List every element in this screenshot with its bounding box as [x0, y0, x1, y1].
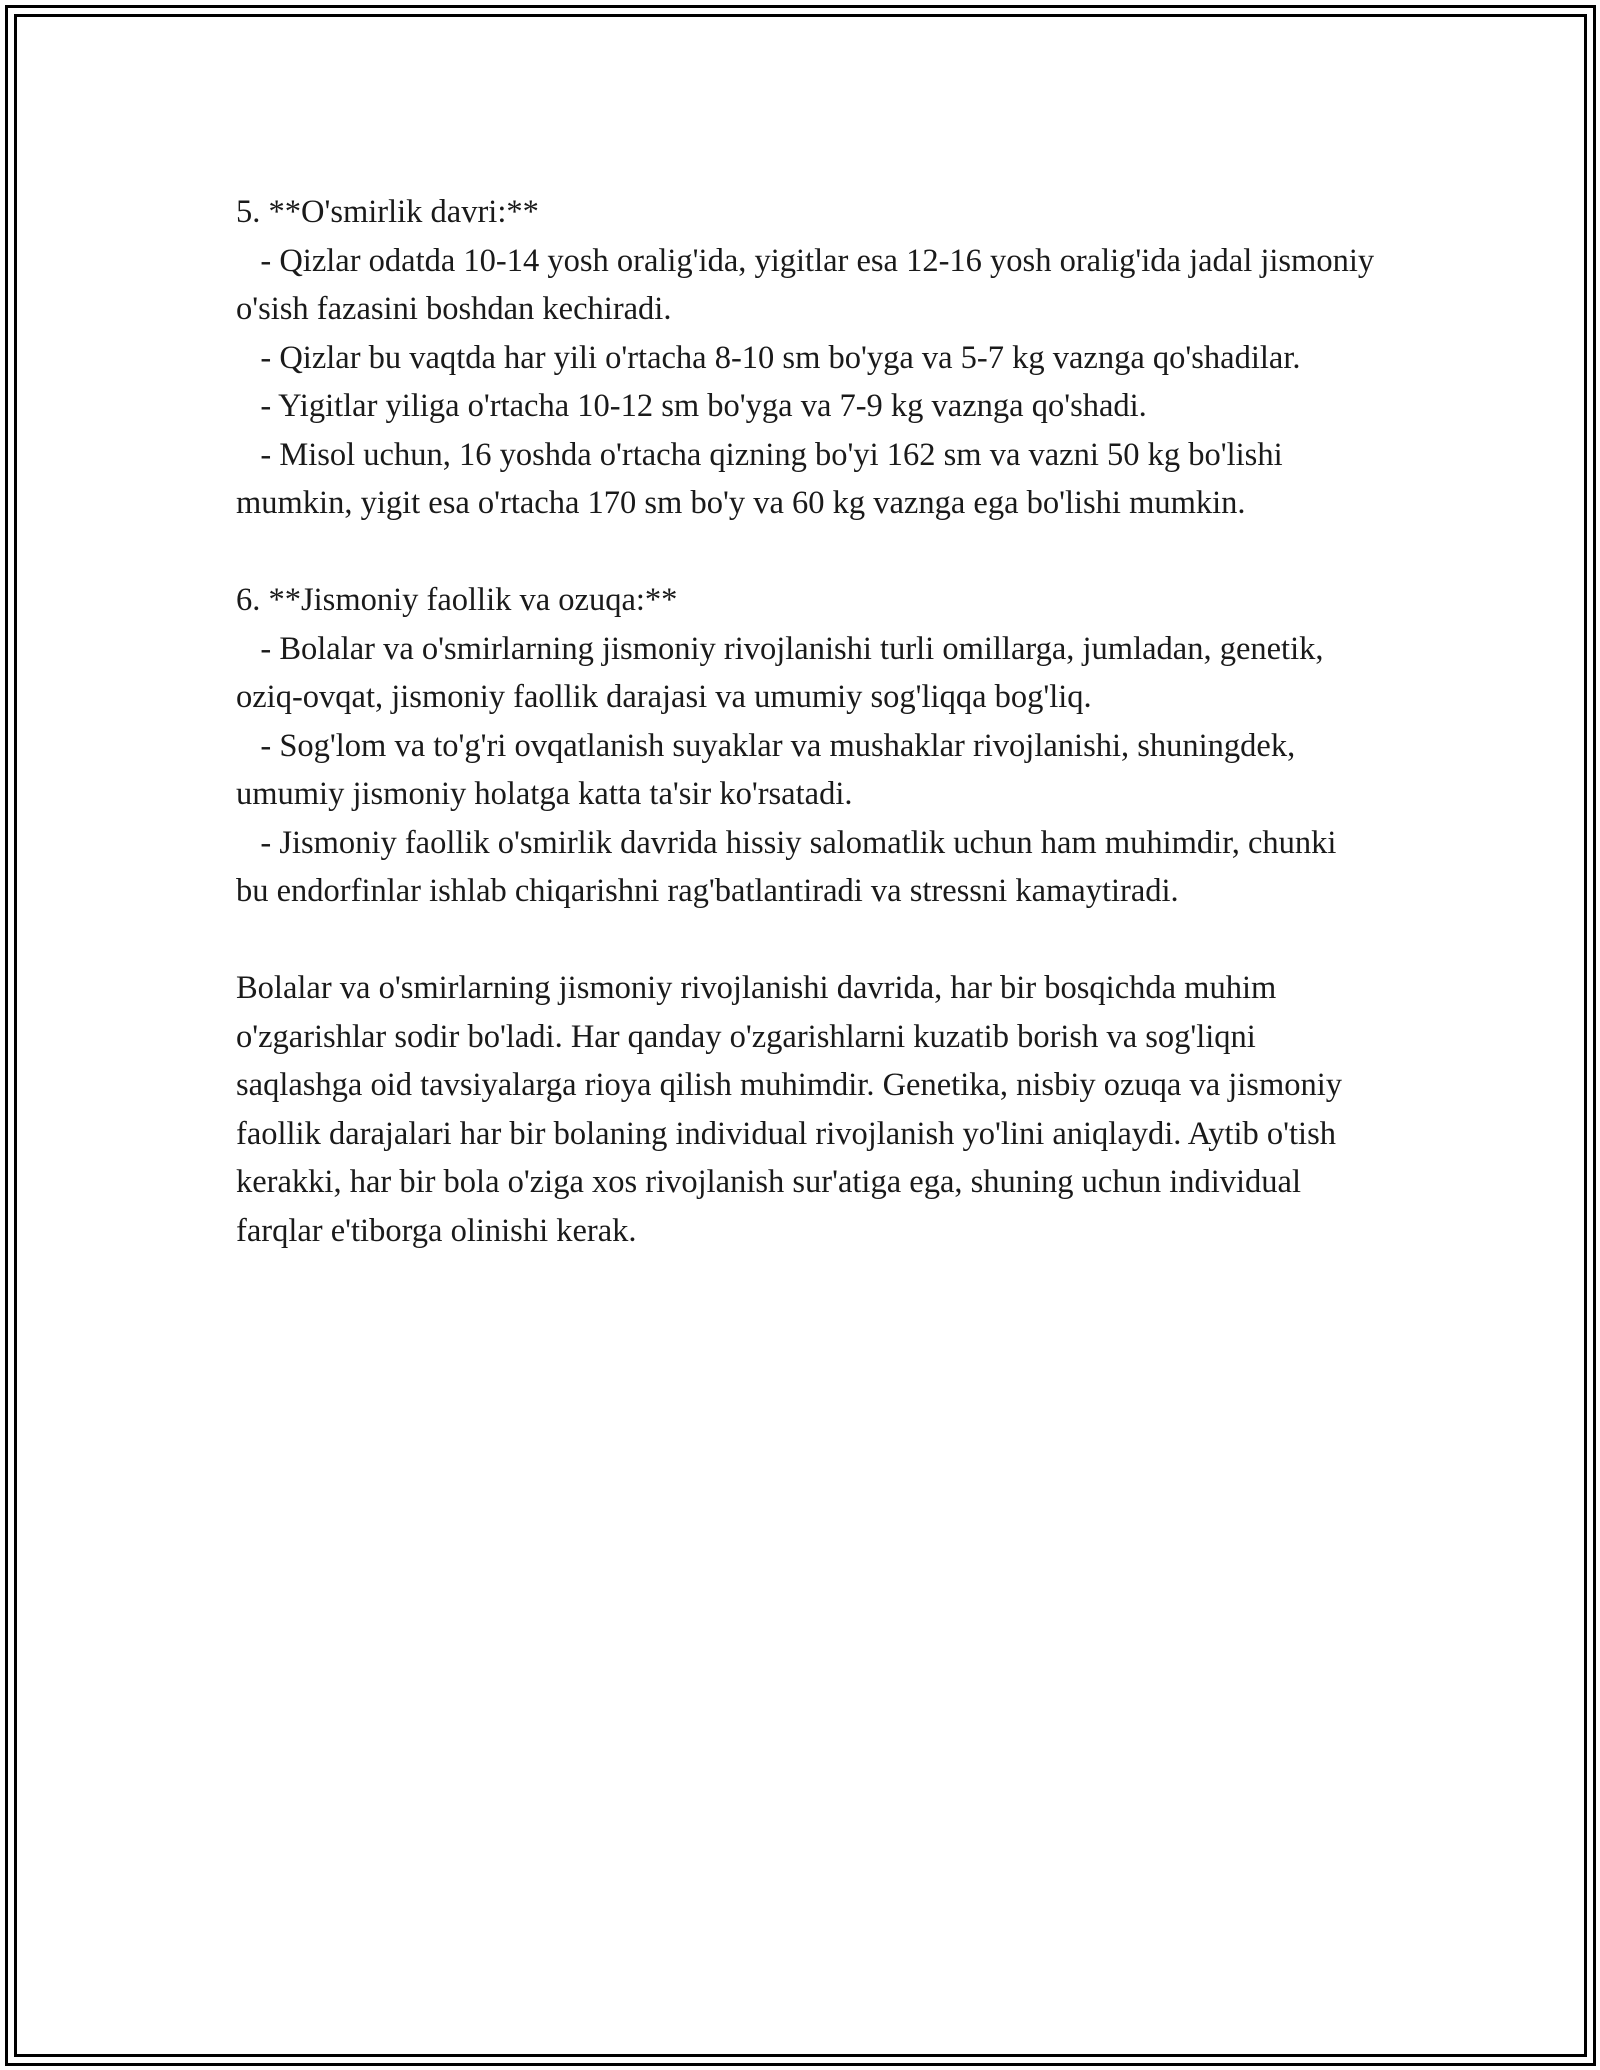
bullet-item: - Qizlar bu vaqtda har yili o'rtacha 8-10 sm bo'yga va 5-7 kg vaznga qo'shadilar.: [236, 339, 1301, 376]
bullet-item: - Bolalar va o'smirlarning jismoniy rivojlanishi turli omillarga, jumladan, genetik, oziq-ovqat, jismoniy faollik darajasi va umumiy sog'liqqa bog'liq.: [236, 630, 1332, 715]
section-adolescence: [236, 188, 1383, 528]
bullet-item: - Qizlar odatda 10-14 yosh oralig'ida, yigitlar esa 12-16 yosh oralig'ida jadal jismoniy o'sish fazasini boshdan kechiradi.: [236, 242, 1383, 327]
section-heading: 6. **Jismoniy faollik va ozuqa:**: [236, 582, 678, 618]
section-heading: 5. **O'smirlik davri:**: [236, 194, 539, 230]
bullet-item: - Jismoniy faollik o'smirlik davrida hissiy salomatlik uchun ham muhimdir, chunki bu endorfinlar ishlab chiqarishni rag'batlantiradi va stressni kamaytiradi.: [236, 824, 1345, 909]
conclusion-paragraph: Bolalar va o'smirlarning jismoniy rivojlanishi davrida, har bir bosqichda muhim o'zgarishlar sodir bo'ladi. Har qanday o'zgarishlarni kuzatib borish va sog'liqni saqlashga oid tavsiyalarga rioya qilish muhimdir. Genetika, nisbiy ozuqa va jismoniy faollik darajalari har bir bolaning individual rivojlanish yo'lini aniqlaydi. Aytib o'tish kerakki, har bir bola o'ziga xos rivojlanish sur'atiga ega, shuning uchun individual farqlar e'tiborga olinishi kerak.: [236, 970, 1351, 1249]
section-activity-nutrition: [236, 576, 1376, 916]
bullet-item: - Yigitlar yiliga o'rtacha 10-12 sm bo'yga va 7-9 kg vaznga qo'shadi.: [236, 388, 1147, 424]
bullet-item: - Sog'lom va to'g'ri ovqatlanish suyaklar va mushaklar rivojlanishi, shuningdek, umumiy jismoniy holatga katta ta'sir ko'rsatadi.: [236, 727, 1304, 812]
document-body: [236, 188, 1383, 1255]
bullet-item: - Misol uchun, 16 yoshda o'rtacha qizning bo'yi 162 sm va vazni 50 kg bo'lishi mumkin, yigit esa o'rtacha 170 sm bo'y va 60 kg vaznga ega bo'lishi mumkin.: [236, 436, 1291, 521]
